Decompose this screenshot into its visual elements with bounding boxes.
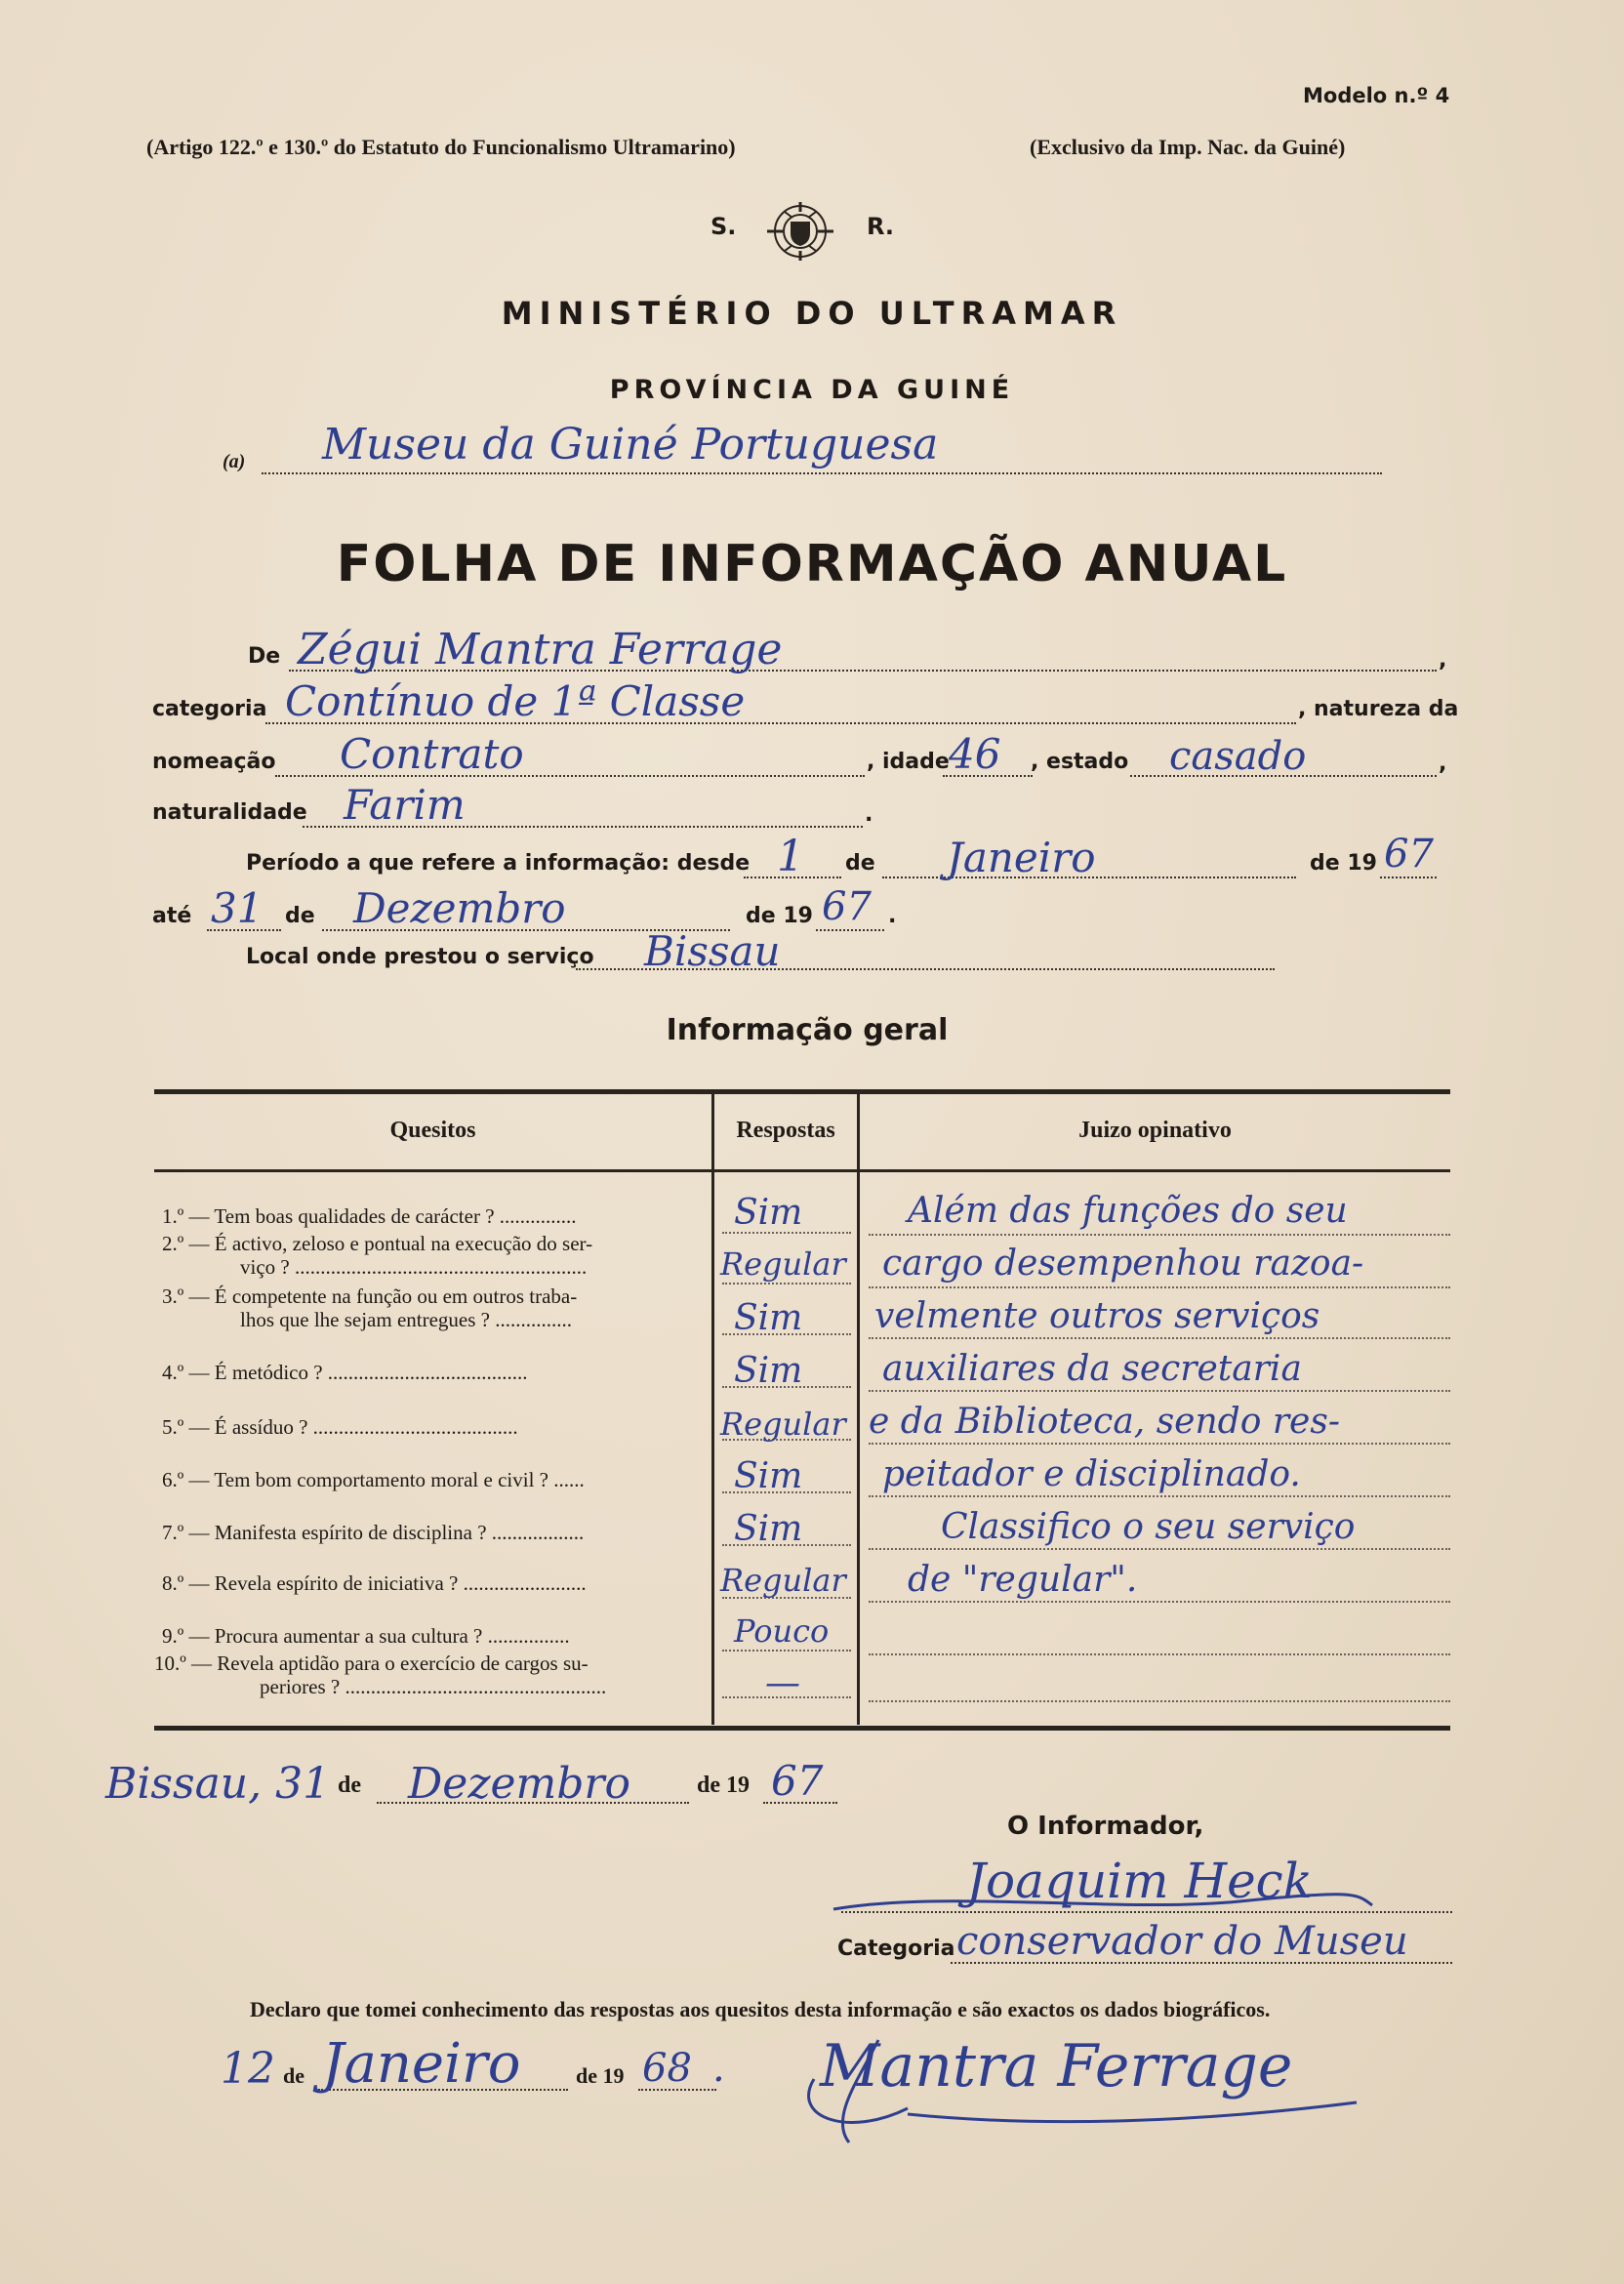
idade-value: 46 [949,730,1001,778]
local-value: Bissau [644,927,781,975]
naturalidade-period: . [865,802,873,827]
opinion-line-8: de "regular". [908,1560,1138,1600]
question-5: 5.º — É assíduo ? ........................................ [162,1415,518,1439]
question-7: 7.º — Manifesta espírito de disciplina ? .................. [162,1521,585,1544]
period-start-day: 1 [777,832,804,881]
categoria-value: Contínuo de 1ª Classe [285,677,746,725]
table-divider-1 [711,1094,714,1725]
answer-6: Sim [734,1456,803,1496]
period-end-year-prefix: de 19 [746,904,813,928]
footer-year: 67 [771,1757,824,1805]
period-label: Período a que refere a informação: desde [246,851,751,876]
signature-flourish-icon [830,1884,1376,1923]
table-top-rule [154,1089,1450,1094]
categoria-label: categoria [152,697,267,721]
emblem-left-letter: S. [710,213,737,240]
footer-de: de [338,1773,361,1798]
form-title: FOLHA DE INFORMAÇÃO ANUAL [336,535,1288,593]
footer-year-prefix: de 19 [697,1773,750,1798]
question-2: 2.º — É activo, zeloso e pontual na execução do ser- viço ? ......................................................... [162,1232,593,1279]
table-divider-2 [857,1094,860,1725]
categoria-footer-value: conservador do Museu [956,1919,1408,1964]
answer-9: Pouco [734,1612,830,1650]
period-start-year: 67 [1384,832,1434,877]
question-4: 4.º — É metódico ? ....................................... [162,1361,528,1384]
answer-1: Sim [734,1193,803,1233]
period-end-year: 67 [822,884,872,929]
decl-month: Janeiro [322,2032,521,2096]
name-label: De [248,644,281,669]
naturalidade-value: Farim [344,781,466,829]
nomeacao-label: nomeação [152,750,276,774]
decl-year-prefix: de 19 [576,2063,625,2088]
decl-de: de [283,2063,304,2088]
answer-8: Regular [720,1562,846,1599]
idade-label: , idade [867,750,950,774]
section-title: Informação geral [666,1013,949,1047]
opinion-line-4: auxiliares da secretaria [882,1349,1302,1389]
opinion-line-3: velmente outros serviços [874,1296,1320,1336]
question-9: 9.º — Procura aumentar a sua cultura ? ................ [162,1624,570,1648]
ate-label: até [152,904,192,928]
province-title: PROVÍNCIA DA GUINÉ [609,375,1015,405]
estado-value: casado [1169,734,1307,779]
answer-4: Sim [734,1351,803,1391]
decl-day: 12 [221,2044,275,2094]
informer-signature: Joaquim Heck [966,1853,1313,1909]
question-10: 10.º — Revela aptidão para o exercício de cargos su- periores ? ................................................... [154,1652,607,1698]
answer-2: Regular [720,1245,846,1283]
coat-of-arms-icon [755,198,845,265]
question-8: 8.º — Revela espírito de iniciativa ? ........................ [162,1571,587,1595]
unit-label: (a) [223,451,246,472]
answer-10: — [765,1663,800,1703]
footer-month: Dezembro [408,1759,630,1809]
header-respostas: Respostas [736,1118,835,1143]
emblem-right-letter: R. [867,213,895,240]
period-start-month: Janeiro [947,834,1096,881]
table-header-rule [154,1169,1450,1172]
nomeacao-value: Contrato [340,730,524,778]
model-number: Modelo n.º 4 [1303,84,1450,107]
opinion-line-1: Além das funções do seu [908,1191,1348,1231]
period-start-de: de [845,851,875,876]
naturalidade-label: naturalidade [152,800,307,825]
decl-year: 68 [642,2046,692,2091]
local-label: Local onde prestou o serviço [246,945,594,969]
opinion-line-7: Classifico o seu serviço [941,1507,1356,1547]
employee-signature: Mantra Ferrage [820,2032,1293,2100]
period-end-year-line [816,929,884,931]
answer-5: Regular [720,1406,846,1443]
period-end-day: 31 [211,884,264,932]
legal-reference: (Artigo 122.º e 130.º do Estatuto do Funcionalismo Ultramarino) [146,135,736,159]
period-end-month: Dezembro [353,884,566,932]
question-3: 3.º — É competente na função ou em outros traba- lhos que lhe sejam entregues ? ............... [162,1285,578,1331]
natureza-label: , natureza da [1298,697,1459,721]
answer-3: Sim [734,1298,803,1338]
estado-comma: , [1439,752,1447,776]
opinion-line-6: peitador e disciplinado. [882,1454,1301,1494]
name-comma: , [1439,648,1447,673]
period-end-punct: . [888,904,897,928]
period-start-year-line [1380,877,1437,878]
categoria-footer-label: Categoria [837,1937,955,1961]
informer-label: O Informador, [1007,1812,1204,1841]
unit-dotted-line [262,472,1382,474]
ministry-title: MINISTÉRIO DO ULTRAMAR [501,295,1123,332]
period-start-year-prefix: de 19 [1310,851,1377,876]
estado-label: , estado [1031,750,1129,774]
header-quesitos: Quesitos [389,1118,476,1143]
exclusive-note: (Exclusivo da Imp. Nac. da Guiné) [1030,135,1346,159]
decl-punct: . [712,2046,725,2091]
employee-signature-flourish-icon [791,2020,1376,2147]
table-bottom-rule [154,1726,1450,1731]
declaration-text: Declaro que tomei conhecimento das respostas aos quesitos desta informação e são exactos os dados biográficos. [250,1997,1271,2021]
employee-name: Zégui Mantra Ferrage [298,625,783,674]
footer-place-date: Bissau, 31 [105,1759,331,1809]
header-juizo: Juizo opinativo [1078,1118,1232,1143]
period-end-de: de [285,904,315,928]
opinion-line-5: e da Biblioteca, sendo res- [869,1402,1340,1442]
answer-7: Sim [734,1509,803,1549]
question-6: 6.º — Tem bom comportamento moral e civil ? ...... [162,1468,585,1491]
opinion-line-2: cargo desempenhou razoa- [882,1244,1364,1284]
question-1: 1.º — Tem boas qualidades de carácter ? ............... [162,1204,577,1228]
unit-value: Museu da Guiné Portuguesa [322,420,939,469]
